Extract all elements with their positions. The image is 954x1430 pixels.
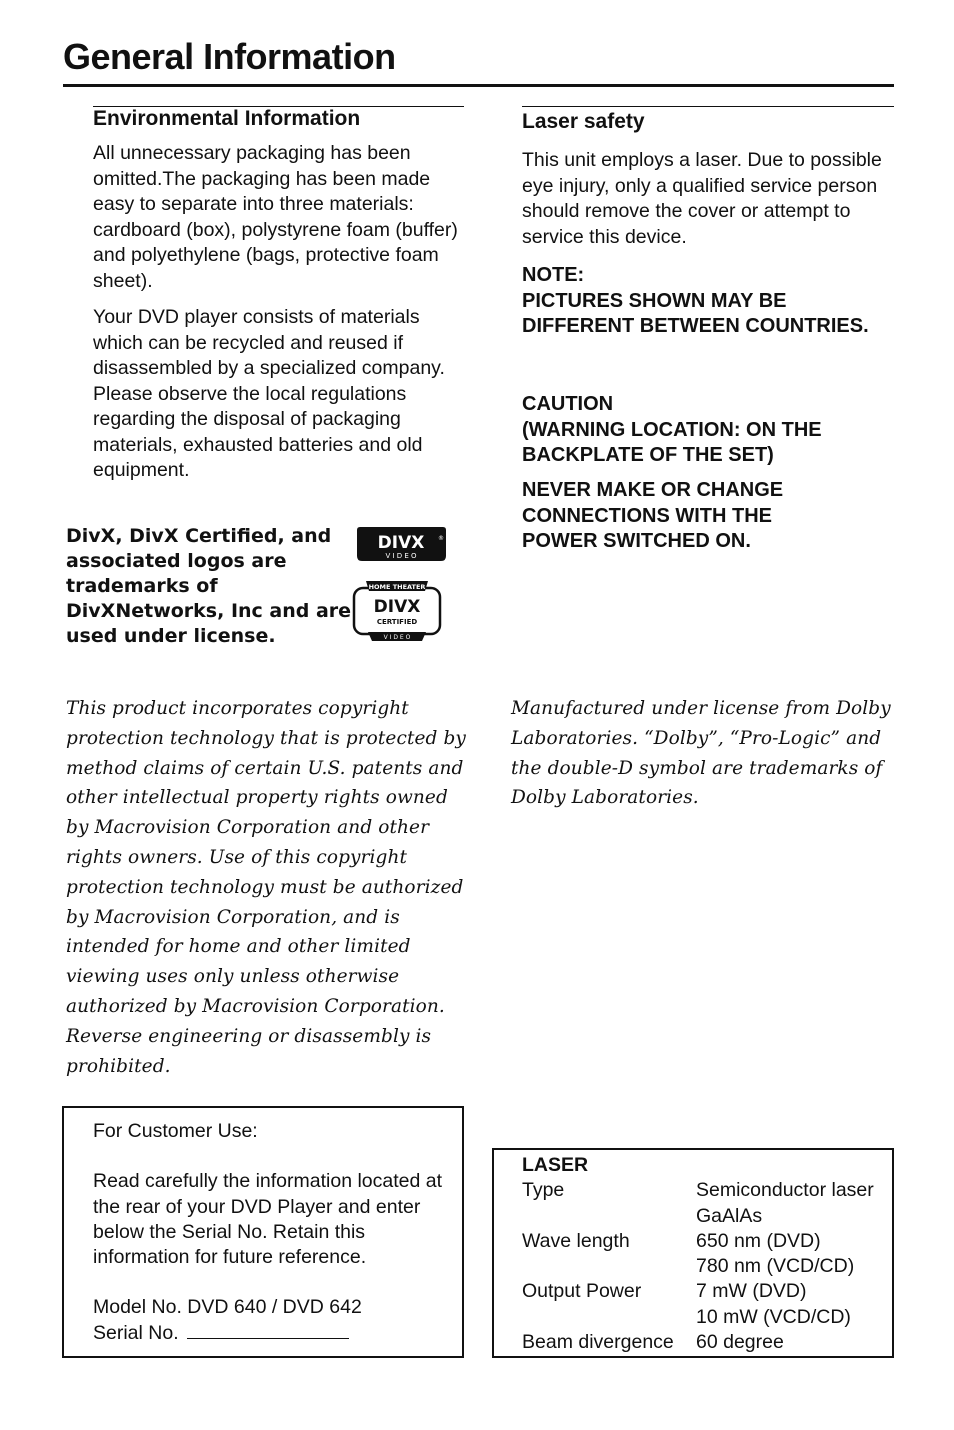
serial-label: Serial No.: [93, 1321, 179, 1344]
laser-spec-box: [492, 1148, 894, 1358]
divx-video-logo: [356, 526, 447, 562]
environmental-paragraph: All unnecessary packaging has been omitted.The packaging has been made easy to separate into three materials: cardboard (box), polystyrene foam (buffer) and polyethylene (bags, protective foam sheet).: [93, 142, 458, 292]
divx-trademark-text: DivX, DivX Certified, and associated logos are trademarks of DivXNetworks, Inc and are used under license.: [66, 525, 352, 647]
spec-label: Beam divergence: [522, 1331, 674, 1354]
spec-label: [522, 1254, 696, 1279]
laser-spec-heading: LASER: [522, 1154, 589, 1176]
spec-value: 650 nm (DVD): [696, 1229, 821, 1252]
divx-certified-logo: [352, 580, 442, 642]
laser-safety-body: This unit employs a laser. Due to possible eye injury, only a qualified service person should remove the cover or attempt to service this device.: [522, 149, 882, 248]
macrovision-notice: This product incorporates copyright protection technology that is protected by method claims of certain U.S. patents and other intellectual property rights owned by Macrovision Corporation and other rights owners. Use of this copyright protection technology must be authorized by Macrovision Corporation, and is intended for home and other limited viewing uses only unless otherwise authorized by Macrovision Corporation. Reverse engineering or disassembly is prohibited.: [66, 698, 466, 1077]
section-rule: [522, 106, 894, 107]
spec-value: GaAlAs: [696, 1204, 763, 1227]
model-number: Model No. DVD 640 / DVD 642: [93, 1296, 362, 1319]
environmental-paragraph: Your DVD player consists of materials which can be recycled and reused if disassembled by a specialized company. Please observe the local regulations regarding the disposal of packaging materials, exhausted batteries and old equipment.: [93, 306, 445, 481]
caution-label: CAUTION: [522, 393, 614, 415]
laser-spec-table: [522, 1178, 892, 1355]
spec-value: 7 mW (DVD): [696, 1280, 807, 1303]
divx-logo-sub: V I D E O: [385, 552, 417, 560]
note-label: NOTE:: [522, 264, 585, 286]
title-divider: [63, 84, 894, 87]
spec-value: 780 nm (VCD/CD): [696, 1255, 855, 1278]
serial-number-row: [93, 1321, 458, 1346]
customer-box-text: Read carefully the information located at the rear of your DVD Player and enter below the Serial No. Retain this information for future reference.: [93, 1170, 443, 1269]
caution-location: (WARNING LOCATION: ON THE BACKPLATE OF THE SET): [522, 418, 822, 466]
environmental-heading: Environmental Information: [93, 107, 361, 130]
spec-label: Output Power: [522, 1280, 642, 1303]
customer-use-box: [62, 1106, 464, 1358]
note-text: PICTURES SHOWN MAY BE DIFFERENT BETWEEN COUNTRIES.: [522, 289, 869, 337]
spec-label: Wave length: [522, 1229, 630, 1252]
svg-text:®: ®: [438, 535, 444, 542]
dolby-notice: Manufactured under license from Dolby Laboratories. “Dolby”, “Pro-Logic” and the double-D symbol are trademarks of Dolby Laboratories.: [511, 698, 891, 809]
serial-number-blank[interactable]: [187, 1321, 349, 1339]
spec-label: [522, 1305, 696, 1330]
power-warning: NEVER MAKE OR CHANGE CONNECTIONS WITH THE POWER SWITCHED ON.: [522, 479, 784, 552]
divx-logo-word: DIVX: [377, 533, 425, 553]
customer-box-title: For Customer Use:: [93, 1120, 258, 1142]
environmental-body: [93, 141, 465, 495]
note-block: [522, 263, 882, 340]
divx-logo-top: HOME THEATER: [368, 583, 426, 591]
spec-value: 10 mW (VCD/CD): [696, 1305, 851, 1328]
divx-logo-word: DIVX: [373, 597, 421, 617]
spec-label: [522, 1204, 696, 1229]
caution-block: [522, 392, 887, 469]
laser-safety-heading: Laser safety: [522, 110, 645, 133]
divx-logo-sub: V I D E O: [383, 634, 411, 641]
spec-value: Semiconductor laser: [696, 1179, 874, 1202]
divx-logo-certified: CERTIFIED: [376, 618, 418, 626]
spec-value: 60 degree: [696, 1331, 784, 1354]
page-title: General Information: [63, 36, 396, 77]
spec-label: Type: [522, 1179, 565, 1202]
